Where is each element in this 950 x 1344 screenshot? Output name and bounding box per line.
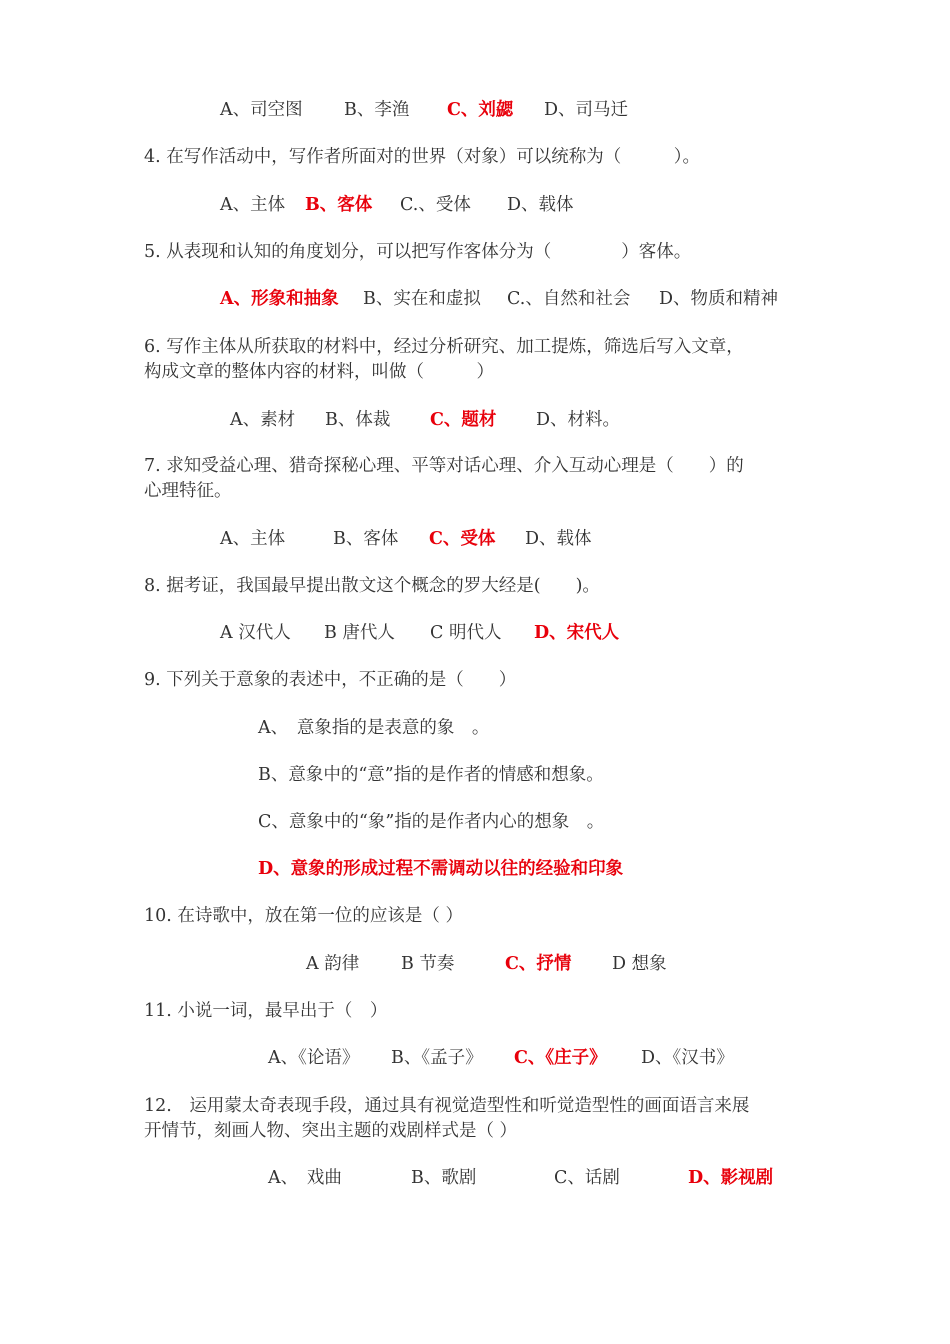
- q11-option-a: A、《论语》: [268, 1048, 360, 1068]
- q6-option-c-answer: C、题材: [430, 410, 497, 430]
- q5-option-a-answer: A、形象和抽象: [220, 289, 339, 309]
- q12-option-d-answer: D、影视剧: [688, 1168, 774, 1188]
- q8-option-a: A 汉代人: [220, 623, 291, 643]
- q7-options: [220, 527, 592, 551]
- q9-question: 9. 下列关于意象的表述中，不正确的是（ ）: [144, 670, 517, 690]
- q7-option-b: B、客体: [333, 529, 399, 549]
- q6-option-d: D、材料。: [536, 410, 621, 430]
- q5-option-c: C.、自然和社会: [507, 289, 631, 309]
- q4-option-b-answer: B、客体: [305, 195, 373, 215]
- q11-option-c-answer: C、《庄子》: [514, 1048, 607, 1068]
- q3-option-c-answer: C、刘勰: [447, 100, 514, 120]
- q4-option-d: D、载体: [507, 195, 574, 215]
- q5-option-b: B、实在和虚拟: [363, 289, 481, 309]
- q7-question-line1: 7. 求知受益心理、猎奇探秘心理、平等对话心理、介入互动心理是（ ）的: [144, 456, 744, 476]
- q12-question-line1: 12. 运用蒙太奇表现手段，通过具有视觉造型性和听觉造型性的画面语言来展: [144, 1096, 750, 1116]
- q12-option-c: C、话剧: [554, 1168, 620, 1188]
- q10-question: 10. 在诗歌中，放在第一位的应该是（ ）: [144, 906, 463, 926]
- q6-option-a: A、素材: [230, 410, 296, 430]
- q11-option-d: D、《汉书》: [641, 1048, 734, 1068]
- q10-option-b: B 节奏: [401, 954, 455, 974]
- q11-options: [268, 1046, 734, 1070]
- q6-question-line1: 6. 写作主体从所获取的材料中，经过分析研究、加工提炼，筛选后写入文章，: [144, 337, 744, 357]
- q11-question: 11. 小说一词，最早出于（ ）: [144, 1001, 388, 1021]
- q10-option-d: D 想象: [612, 954, 667, 974]
- q6-option-b: B、体裁: [325, 410, 391, 430]
- q8-question: 8. 据考证，我国最早提出散文这个概念的罗大经是( )。: [144, 576, 600, 596]
- q12-option-b: B、歌剧: [411, 1168, 477, 1188]
- q4-question: 4. 在写作活动中，写作者所面对的世界（对象）可以统称为（ ）。: [144, 147, 701, 167]
- q5-options: [220, 287, 778, 311]
- q12-question-line2: 开情节，刻画人物、突出主题的戏剧样式是（ ）: [144, 1121, 518, 1141]
- q11-option-b: B、《孟子》: [391, 1048, 483, 1068]
- q10-option-c-answer: C、抒情: [505, 954, 572, 974]
- q8-option-c: C 明代人: [430, 623, 502, 643]
- q8-options: [220, 621, 619, 645]
- q12-option-a: A、 戏曲: [268, 1168, 342, 1188]
- q7-option-c-answer: C、受体: [429, 529, 496, 549]
- q5-question: 5. 从表现和认知的角度划分，可以把写作客体分为（ ）客体。: [144, 242, 692, 262]
- q9-option-d-answer: D、意象的形成过程不需调动以往的经验和印象: [258, 859, 624, 879]
- q8-option-b: B 唐代人: [324, 623, 395, 643]
- q6-question-line2: 构成文章的整体内容的材料，叫做（ ）: [144, 362, 494, 382]
- q12-options: [268, 1166, 773, 1190]
- q7-option-a: A、主体: [220, 529, 286, 549]
- q4-option-a: A、主体: [220, 195, 286, 215]
- q8-option-d-answer: D、宋代人: [534, 623, 620, 643]
- q5-option-d: D、物质和精神: [659, 289, 779, 309]
- q10-options: [306, 952, 667, 976]
- q9-option-a: A、 意象指的是表意的象 。: [258, 718, 490, 738]
- q9-option-b: B、意象中的“意”指的是作者的情感和想象。: [258, 765, 604, 785]
- q3-options: [220, 98, 628, 122]
- q9-option-c: C、意象中的“象”指的是作者内心的想象 。: [258, 812, 605, 832]
- q7-question-line2: 心理特征。: [144, 481, 232, 501]
- q4-option-c: C.、受体: [400, 195, 471, 215]
- q3-option-a: A、司空图: [220, 100, 303, 120]
- q6-options: [230, 408, 620, 432]
- q3-option-b: B、李渔: [344, 100, 410, 120]
- q7-option-d: D、载体: [525, 529, 592, 549]
- q10-option-a: A 韵律: [306, 954, 360, 974]
- q3-option-d: D、司马迁: [544, 100, 629, 120]
- q4-options: [220, 193, 574, 217]
